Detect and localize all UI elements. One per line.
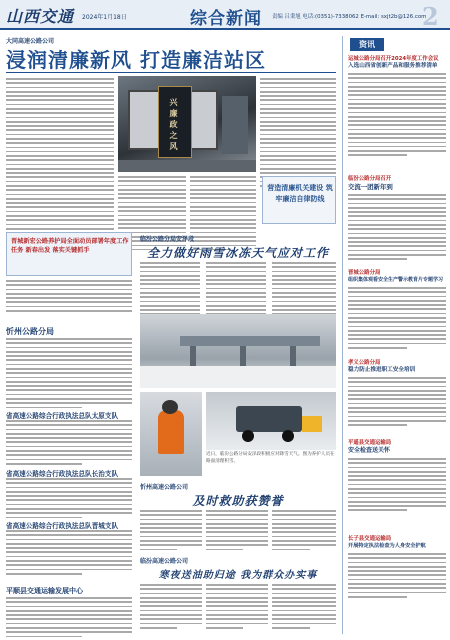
mid-kicker-1: 临汾公路分局安泽段 xyxy=(140,236,195,243)
lead-poster xyxy=(262,176,336,224)
right-item-6-sub: 开展特定执法检查为人身安全护航 xyxy=(348,543,426,549)
right-item-5-sub: 安全检查送关怀 xyxy=(348,447,391,454)
mid-text-2a xyxy=(140,510,202,550)
lead-text-col2 xyxy=(260,78,336,187)
mid-text-3b xyxy=(206,584,268,629)
left-heading-2: 省高速公路综合行政执法总队太原支队 xyxy=(6,412,119,420)
mid-text-2c xyxy=(272,510,336,550)
right-item-4 xyxy=(348,360,446,426)
right-item-4-sub: 稳力防止推进职工安全培训 xyxy=(348,367,416,373)
mid-text-1a xyxy=(140,262,200,319)
lead-rule xyxy=(6,72,336,73)
left-text-f xyxy=(6,597,132,637)
mid-title-1: 全力做好雨雪冰冻天气应对工作 xyxy=(146,246,329,260)
mid-text-1b xyxy=(206,262,266,319)
left-text-e xyxy=(6,530,132,575)
mid-text-2b xyxy=(206,510,268,550)
left-text-d xyxy=(6,478,132,518)
right-item-3 xyxy=(348,270,446,349)
poster-text: 营造清廉机关建设 筑牢廉洁自律防线 xyxy=(267,184,333,203)
mid-title-3: 寒夜送油助归途 我为群众办实事 xyxy=(158,570,318,581)
mid-photo-caption: 近日，临汾公路分局安泽段积极应对降雪天气。图为养护人员在路面清理积雪。 xyxy=(206,452,335,464)
left-banner xyxy=(6,232,132,276)
mid-photo-worker xyxy=(140,392,202,476)
left-heading-3: 省高速公路综合行政执法总队长治支队 xyxy=(6,470,119,478)
right-item-1 xyxy=(348,56,446,156)
news-badge: 资讯 xyxy=(350,38,384,51)
lead-kicker: 大同高速公路公司 xyxy=(6,38,55,45)
editor-info: 责编 吕秉旭 电话:(0351)-7338062 E-mail: sxjt2b@126.com xyxy=(272,14,427,20)
page-number: 2 xyxy=(422,2,439,31)
right-item-6 xyxy=(348,536,446,598)
mid-title-2: 及时救助获赞誉 xyxy=(192,494,284,508)
left-heading-1: 忻州公路分局 xyxy=(6,327,54,336)
left-heading-5: 平顺县交通运输发展中心 xyxy=(6,587,83,595)
lead-headline: 浸润清廉新风 打造廉洁站区 xyxy=(6,48,266,72)
right-item-5-title: 平遥县交通运输局 xyxy=(348,440,392,446)
lead-photo xyxy=(118,76,256,172)
right-item-3-title: 晋城公路分局 xyxy=(348,270,381,276)
left-text-c xyxy=(6,420,132,465)
left-heading-4: 省高速公路综合行政执法总队晋城支队 xyxy=(6,522,119,530)
right-item-4-title: 孝义公路分局 xyxy=(348,360,381,366)
right-item-3-sub: 组织集体观看安全生产警示教育片专题学习 xyxy=(348,277,444,283)
right-item-5 xyxy=(348,440,446,511)
mid-photo-toll xyxy=(140,314,336,388)
mid-text-3c xyxy=(272,584,336,629)
right-item-1-title: 运城公路分局召开2024年度工作会议 xyxy=(348,56,439,62)
mid-kicker-2: 忻州高速公路公司 xyxy=(140,484,189,491)
left-text-a xyxy=(6,280,132,312)
mid-photo-plow xyxy=(206,392,336,450)
mid-text-1c xyxy=(272,262,336,319)
banner-title: 晋城新宏公路养护局全面动员部署年度工作任务 新春出发 落实关键抓手 xyxy=(11,238,129,254)
issue-date: 2024年1月18日 xyxy=(82,14,127,21)
mid-text-3a xyxy=(140,584,202,629)
mid-kicker-3: 临汾高速公路公司 xyxy=(140,558,189,565)
column-divider xyxy=(342,36,343,634)
right-item-2-sub: 交流一团新年到 xyxy=(348,183,393,191)
right-item-1-sub: 入选山西省创新产品和服务推荐清单 xyxy=(348,63,438,69)
right-item-2 xyxy=(348,176,446,260)
newspaper-logo: 山西交通 xyxy=(6,7,75,26)
right-item-6-title: 长子县交通运输局 xyxy=(348,536,392,542)
left-text-b xyxy=(6,338,132,408)
right-item-2-title: 临汾公路分局召开 xyxy=(348,176,392,182)
lead-text-col1 xyxy=(6,78,114,242)
photo-sign-text: 兴廉政之风 xyxy=(169,98,178,153)
lead-text-col4 xyxy=(190,176,256,250)
section-title: 综合新闻 xyxy=(190,9,262,29)
